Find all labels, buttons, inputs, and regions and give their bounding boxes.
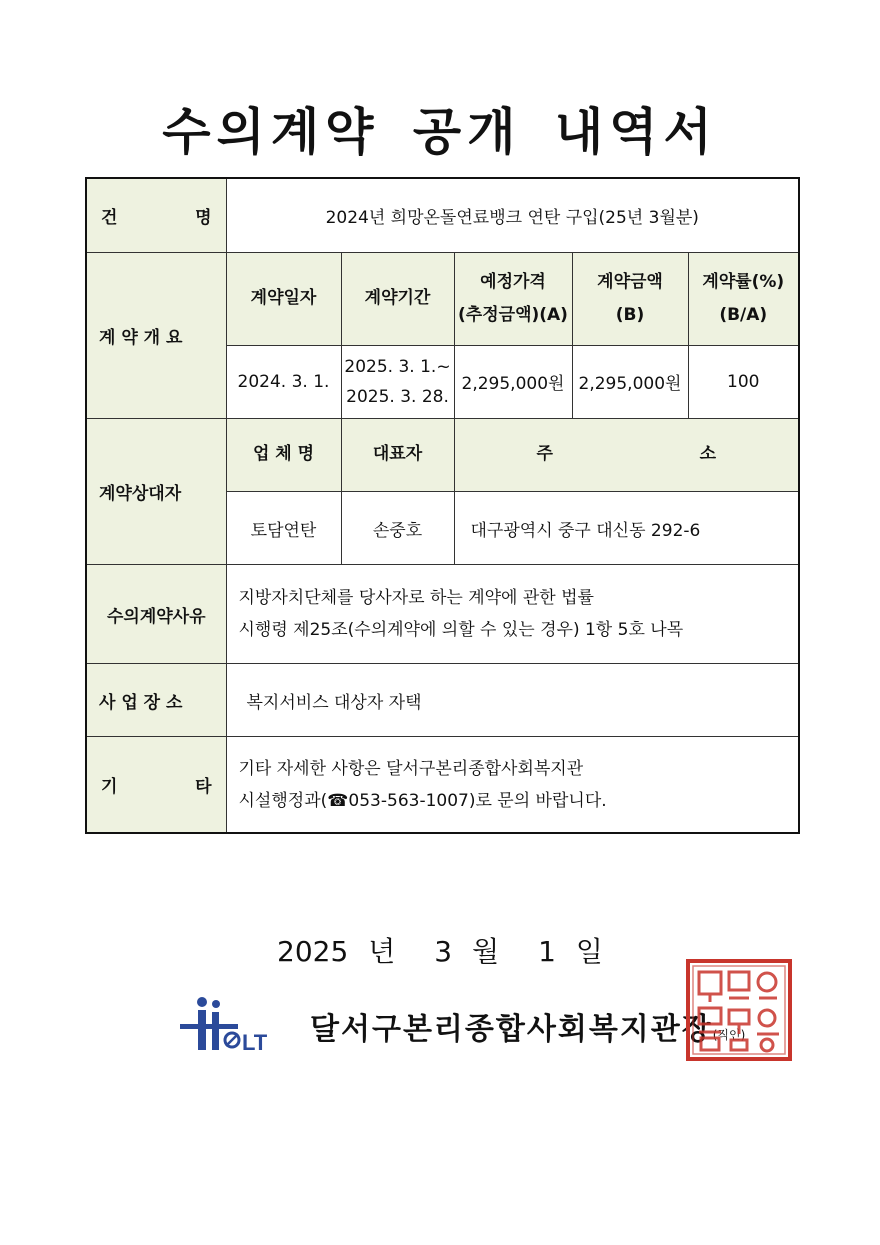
etc-row	[86, 737, 799, 833]
estimated-price-header: 예정가격 (추정금액)(A)	[454, 252, 572, 345]
contract-amount-value: 2,295,000원	[572, 345, 688, 418]
address-value: 대구광역시 중구 대신동 292-6	[454, 491, 799, 564]
party-header-row	[86, 418, 799, 491]
overview-header-row	[86, 252, 799, 345]
representative-value: 손중호	[341, 491, 454, 564]
contract-rate-value: 100	[688, 345, 799, 418]
official-seal-icon	[685, 958, 793, 1062]
company-header: 업 체 명	[226, 418, 341, 491]
page-title: 수의계약 공개 내역서	[162, 103, 718, 161]
etc-value: 기타 자세한 사항은 달서구본리종합사회복지관 시설행정과(☎053-563-1007)로 문의 바랍니다.	[226, 737, 799, 833]
reason-value: 지방자치단체를 당사자로 하는 계약에 관한 법률 시행령 제25조(수의계약에 의할 수 있는 경우) 1항 5호 나목	[226, 565, 799, 664]
representative-header: 대표자	[341, 418, 454, 491]
disclosure-table	[85, 177, 800, 834]
document-date: 2025 년 3 월 1 일	[277, 935, 603, 968]
subject-value: 2024년 희망온돌연료뱅크 연탄 구입(25년 3월분)	[226, 178, 799, 252]
contract-date-header: 계약일자	[226, 252, 341, 345]
party-label: 계약상대자	[86, 418, 226, 564]
date-day: 1	[538, 935, 556, 968]
signature-line	[310, 1004, 745, 1048]
location-value: 복지서비스 대상자 자택	[226, 664, 799, 737]
organization-name: 달서구본리종합사회복지관장	[310, 1012, 713, 1047]
subject-row	[86, 178, 799, 252]
location-row	[86, 664, 799, 737]
holt-logo-icon	[180, 994, 290, 1054]
reason-label: 수의계약사유	[86, 565, 226, 664]
address-header: 주 소	[454, 418, 799, 491]
date-year: 2025	[277, 935, 349, 968]
etc-label: 기 타	[86, 737, 226, 833]
company-value: 토담연탄	[226, 491, 341, 564]
date-month: 3	[434, 935, 453, 968]
estimated-price-value: 2,295,000원	[454, 345, 572, 418]
contract-period-value: 2025. 3. 1.~ 2025. 3. 28.	[341, 345, 454, 418]
stamp-label: (직인)	[712, 1028, 746, 1042]
overview-label: 계 약 개 요	[86, 252, 226, 418]
contract-date-value: 2024. 3. 1.	[226, 345, 341, 418]
svg-text:LT: LT	[242, 1030, 268, 1054]
reason-row	[86, 565, 799, 664]
contract-period-header: 계약기간	[341, 252, 454, 345]
contract-amount-header: 계약금액 (B)	[572, 252, 688, 345]
location-label: 사 업 장 소	[86, 664, 226, 737]
contract-rate-header: 계약률(%) (B/A)	[688, 252, 799, 345]
subject-label: 건 명	[86, 178, 226, 252]
